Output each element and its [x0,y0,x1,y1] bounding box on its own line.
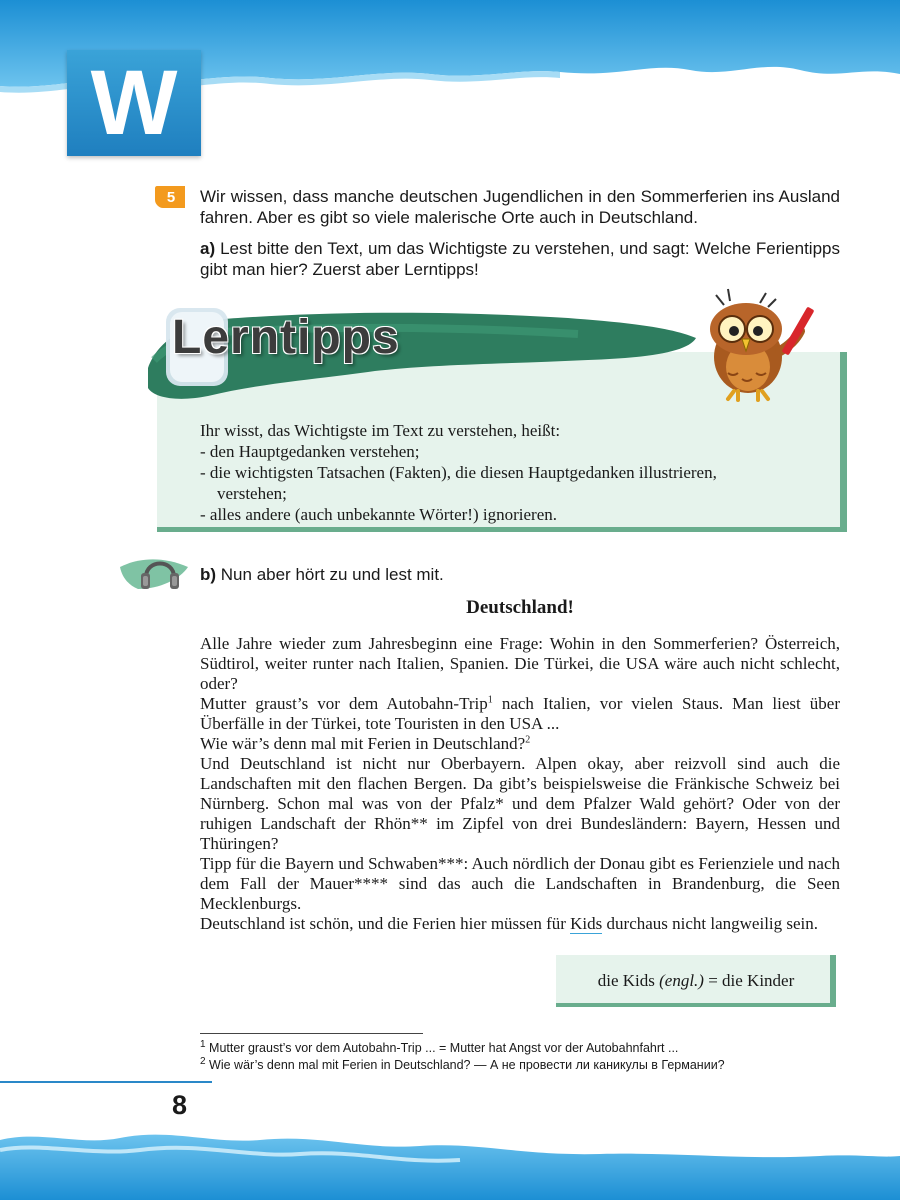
article-paragraph: Und Deutschland ist nicht nur Oberbayern. Alpen okay, aber reizvoll sind auch die Landschaften mit den flachen Bergen. Da gibt’s beispielsweise die Fränkische Schweiz bei Nürnberg. Schon mal was von der Pfalz* und dem Pfalzer Wald gehört? Oder von der ruhigen Landschaft der Rhön** im Zipfel von drei Bundesländern: Bayern, Hessen und Thüringen? [200,754,840,853]
lerntipps-heading: Lerntipps [172,311,400,364]
exercise-intro: Wir wissen, dass manche deutschen Jugendlichen in den Sommerferien ins Ausland fahren. Aber es gibt so viele malerische Orte auch in Deutschland. [200,187,840,227]
footnote-ref: 2 [525,734,531,746]
gloss-note: (engl.) [659,971,704,990]
article-paragraph [200,734,840,754]
bottom-wave-banner [0,1120,900,1200]
task-a [200,238,840,280]
unit-letter: W [90,51,178,154]
tips-line: Ihr wisst, das Wichtigste im Text zu verstehen, heißt: [200,421,561,440]
headphones-icon [120,545,192,595]
unit-letter-badge [67,50,201,156]
glossary-border-right [830,955,836,1007]
article-paragraph: Alle Jahre wieder zum Jahresbeginn eine Frage: Wohin in den Sommerferien? Österreich, Südtirol, weiter runter nach Italien, Spanien. Die Türkei, die USA wäre auch nicht schlecht, oder? [200,634,840,693]
article-text: Deutschland ist schön, und die Ferien hier müssen für [200,914,571,933]
footnotes [200,1040,860,1074]
article-text: durchaus nicht langweilig sein. [602,914,819,933]
tips-line: - alles andere (auch unbekannte Wörter!) ignorieren. [200,505,557,524]
footnote-text: Mutter graust’s vor dem Autobahn-Trip ... = Mutter hat Angst vor der Autobahnfahrt ... [209,1041,679,1055]
article-text: Wie wär’s denn mal mit Ferien in Deutschland? [200,734,526,753]
task-b [200,564,840,585]
article-text: nach Italien, vor vielen Staus. Man liest über Überfälle in der Türkei, tote Touristen in den USA ... [200,694,840,733]
article-paragraph [200,694,840,734]
owl-mascot-icon [698,285,833,405]
footnote-ref: 1 [487,694,493,706]
footnote-rule [200,1033,423,1034]
footnote-number: 1 [200,1038,206,1050]
gloss-meaning: = die Kinder [708,971,795,990]
tips-line: verstehen; [217,484,287,503]
task-a-label: a) [200,239,216,258]
article-body [200,634,840,934]
article-title: Deutschland! [466,597,574,618]
task-b-text: Nun aber hört zu und lest mit. [220,565,444,584]
glossary-box [556,955,836,1007]
glossary-border-bottom [556,1003,836,1007]
exercise-number-badge [153,184,189,210]
article-paragraph [200,914,840,934]
exercise-number: 5 [166,188,176,206]
task-b-label: b) [200,565,217,584]
tips-line: - die wichtigsten Tatsachen (Fakten), die diesen Hauptgedanken illustrieren, [200,463,717,482]
glossed-word: Kids [570,914,603,933]
tips-line: - den Hauptgedanken verstehen; [200,442,420,461]
footnote-number: 2 [200,1055,206,1067]
footnote [200,1040,860,1057]
page-number: 8 [172,1090,188,1120]
article-paragraph: Tipp für die Bayern und Schwaben***: Auch nördlich der Donau gibt es Ferienziele und nach dem Fall der Mauer**** sind das auch die Landschaften in Brandenburg, die Seen Mecklenburgs. [200,854,840,913]
lerntipps-text [200,420,830,525]
task-a-text: Lest bitte den Text, um das Wichtigste zu verstehen, und sagt: Welche Ferientipps gibt man hier? Zuerst aber Lerntipps! [200,239,840,279]
lerntipps-border-right [840,352,847,532]
article-text: Mutter graust’s vor dem Autobahn-Trip [200,694,488,713]
footnote-text: Wie wär’s denn mal mit Ferien in Deutschland? — А не провести ли каникулы в Германии? [209,1058,725,1072]
page-number-rule [0,1081,212,1083]
footnote [200,1057,860,1074]
gloss-term: die Kids [597,971,655,990]
lerntipps-border-bottom [157,527,847,532]
